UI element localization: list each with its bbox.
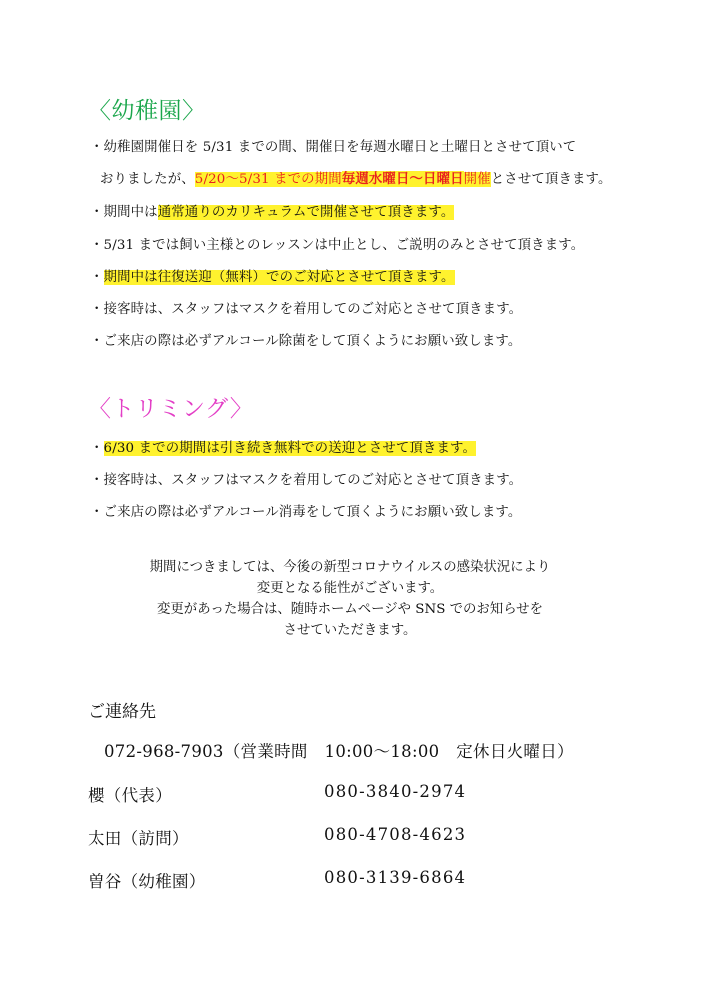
notice-line: させていただきます。 (283, 623, 417, 638)
contact-person-phone: 080-3840-2974 (324, 782, 467, 801)
schedule-text: おりましたが、 (100, 172, 195, 187)
notice-block (120, 557, 580, 641)
schedule-open-highlight: 開催 (463, 172, 491, 187)
trimming-item-mask: ・接客時は、スタッフはマスクを着用してのご対応とさせて頂きます。 (90, 473, 523, 488)
transport-bullet: ・ (90, 270, 104, 285)
kindergarten-heading: 〈幼稚園〉 (88, 98, 206, 124)
kindergarten-item-transport (90, 266, 455, 285)
notice-line: 変更があった場合は、随時ホームページや SNS でのお知らせを (157, 602, 543, 617)
trimming-bullet: ・ (90, 441, 104, 456)
contact-title: ご連絡先 (88, 702, 156, 722)
contact-person-row (88, 825, 608, 849)
trimming-item-alcohol: ・ご来店の際は必ずアルコール消毒をして頂くようにお願い致します。 (90, 505, 522, 520)
contact-main-phone: 072-968-7903（営業時間 10:00～18:00 定休日火曜日） (104, 742, 574, 761)
contact-person-phone: 080-3139-6864 (324, 868, 467, 887)
schedule-days-highlight: 毎週水曜日～日曜日 (341, 171, 464, 187)
kindergarten-item-schedule-cont (100, 168, 612, 187)
schedule-text-end: とさせて頂きます。 (490, 172, 612, 187)
kindergarten-item-lessons: ・5/31 までは飼い主様とのレッスンは中止とし、ご説明のみとさせて頂きます。 (90, 238, 585, 253)
transport-highlight: 期間中は往復送迎（無料）でのご対応とさせて頂きます。 (103, 270, 455, 285)
notice-line: 変更となる能性がございます。 (256, 581, 444, 596)
schedule-period-highlight: 5/20～5/31 までの期間 (194, 172, 342, 187)
contact-person-name: 太田（訪問） (88, 829, 189, 848)
trimming-heading: 〈トリミング〉 (88, 396, 254, 422)
contact-person-row (88, 782, 608, 806)
contact-person-name: 櫻（代表） (88, 786, 172, 805)
kindergarten-item-alcohol: ・ご来店の際は必ずアルコール除菌をして頂くようにお願い致します。 (90, 334, 522, 349)
contact-person-phone: 080-4708-4623 (324, 825, 467, 844)
kindergarten-item-mask: ・接客時は、スタッフはマスクを着用してのご対応とさせて頂きます。 (90, 302, 523, 317)
contact-person-name: 曽谷（幼稚園） (88, 872, 206, 891)
curriculum-text: ・期間中は (90, 205, 158, 220)
trimming-item-transport (90, 437, 476, 456)
kindergarten-item-schedule: ・幼稚園開催日を 5/31 までの間、開催日を毎週水曜日と土曜日とさせて頂いて (90, 140, 577, 155)
notice-line: 期間につきましては、今後の新型コロナウイルスの感染状況により (149, 560, 551, 575)
curriculum-highlight: 通常通りのカリキュラムで開催させて頂きます。 (157, 205, 455, 220)
trimming-transport-highlight: 6/30 までの期間は引き続き無料での送迎とさせて頂きます。 (103, 441, 477, 456)
kindergarten-item-curriculum (90, 201, 454, 220)
contact-person-row (88, 868, 608, 892)
